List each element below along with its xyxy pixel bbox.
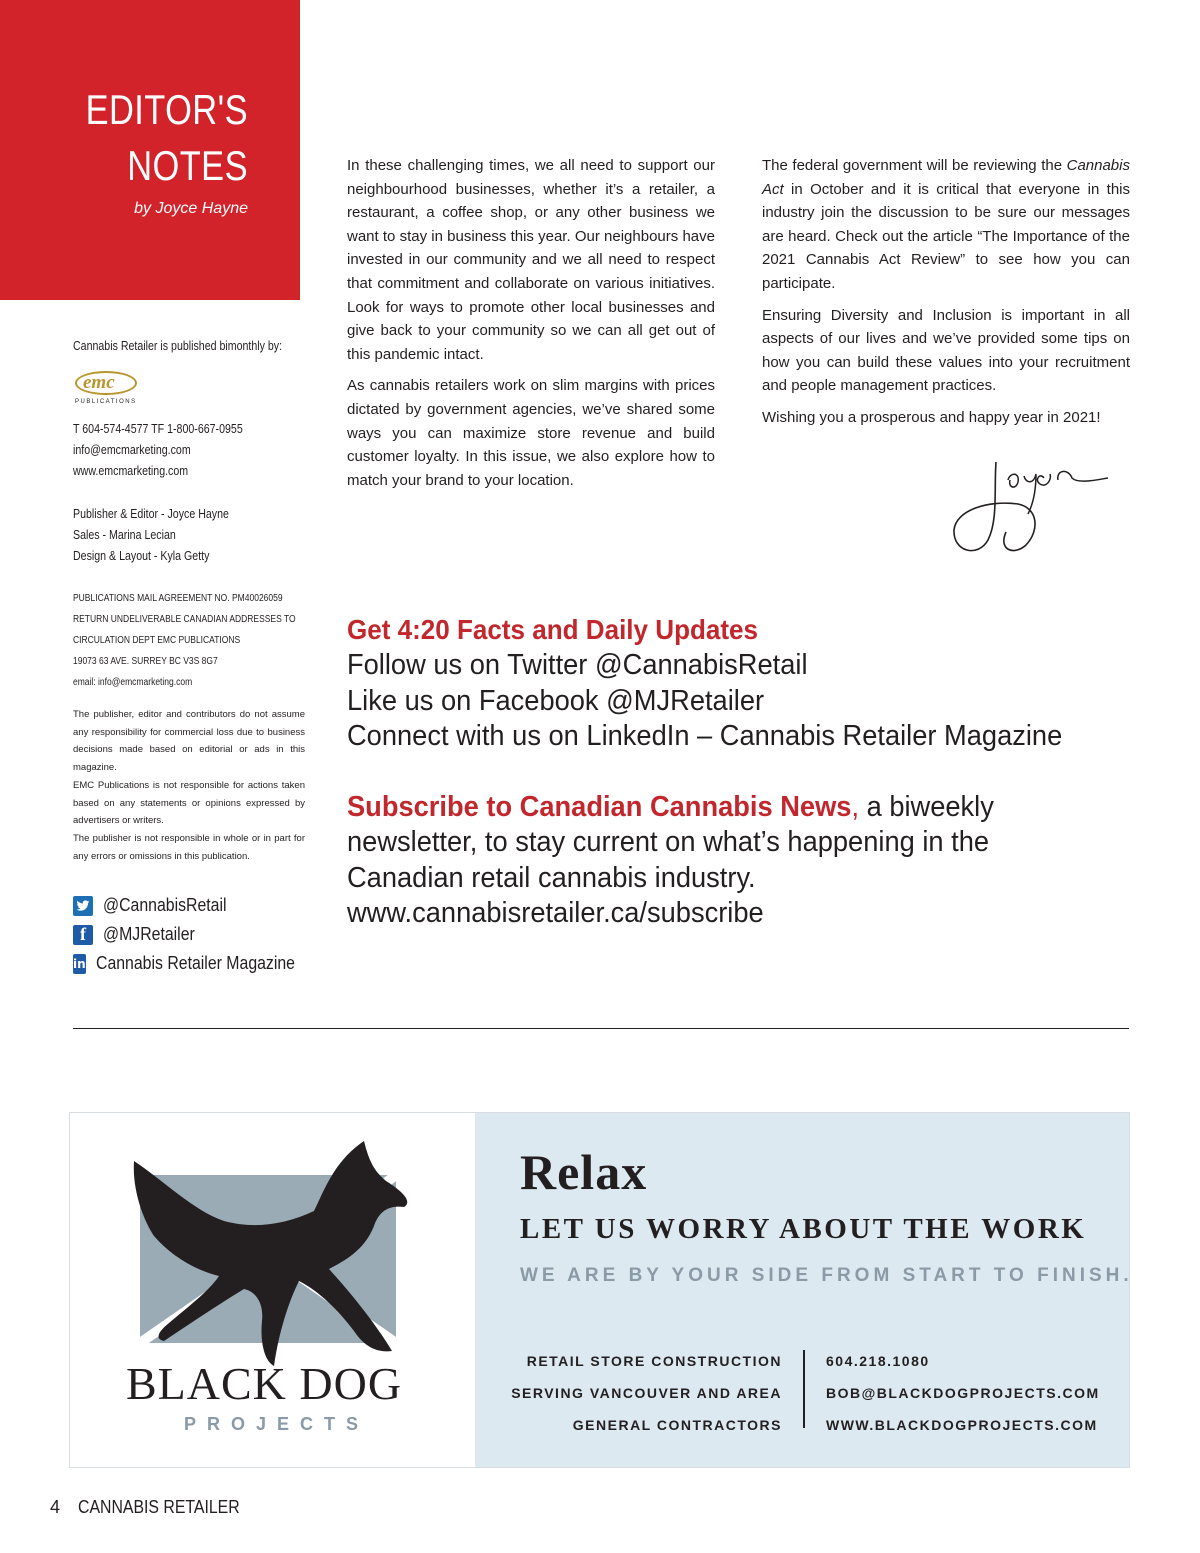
black-dog-advertisement[interactable] <box>69 1112 1133 1468</box>
disclaimer-para: The publisher, editor and contributors do not assume any responsibility for commercial loss due to business decisions made based on editorial or ads in this magazine. <box>73 709 305 774</box>
page-title <box>86 82 248 194</box>
ad-contact <box>826 1345 1100 1441</box>
staff-design: Design & Layout - Kyla Getty <box>73 549 210 563</box>
title-line-2: NOTES <box>127 142 248 189</box>
article-paragraph: As cannabis retailers work on slim margins with prices dictated by government agencies, we’ve shared some ways you can maximize store revenue and build customer loyalty. In this issue, we also explore how to match your brand to your location. <box>347 377 715 489</box>
subscribe-comma: , <box>851 790 860 823</box>
contact-list <box>73 419 305 482</box>
emc-logo-sub: PUBLICATIONS <box>75 399 137 405</box>
page-footer <box>50 1497 262 1518</box>
subscribe-text: newsletter, to stay current on what’s happening in the <box>347 826 990 858</box>
black-dog-logo-icon <box>124 1141 414 1371</box>
emc-logo <box>73 371 305 409</box>
promo-heading: Get 4:20 Facts and Daily Updates <box>347 614 759 645</box>
ad-phone[interactable]: 604.218.1080 <box>826 1353 930 1369</box>
mail-agreement <box>73 588 305 693</box>
signature-image <box>948 450 1114 560</box>
editors-notes-banner <box>0 0 300 300</box>
article-paragraph <box>762 154 1130 296</box>
facebook-handle: @MJRetailer <box>103 924 195 945</box>
subscribe-text: Canadian retail cannabis industry. <box>347 861 756 894</box>
title-line-1: EDITOR'S <box>85 86 248 133</box>
facebook-icon: f <box>73 925 93 945</box>
emc-logo-text: emc <box>83 372 115 393</box>
social-links <box>73 891 305 978</box>
ad-logo-panel <box>70 1113 475 1467</box>
ad-service: RETAIL STORE CONSTRUCTION <box>526 1353 782 1369</box>
published-by-text: Cannabis Retailer is published bimonthly by: <box>73 339 283 353</box>
ad-subtagline: WE ARE BY YOUR SIDE FROM START TO FINISH. <box>520 1265 1133 1286</box>
staff-list <box>73 504 305 567</box>
article-paragraph: Wishing you a prosperous and happy year in 2021! <box>762 408 1101 426</box>
disclaimer-para: EMC Publications is not responsible for actions taken based on any statements or opinions expressed by advertisers or writers. <box>73 779 305 827</box>
article-paragraph: In these challenging times, we all need to support our neighbourhood businesses, whether it’s a retailer, a restaurant, a coffee shop, or any other business we want to stay in business this year. Our neighbours have invested in our community and we all need to respect that commitment and collaborate on various initiatives. Look for ways to promote other local businesses and give back to your community so we can all get out of this pandemic intact. <box>347 157 715 363</box>
staff-publisher: Publisher & Editor - Joyce Hayne <box>73 507 229 521</box>
social-facebook[interactable] <box>73 920 305 949</box>
mail-line: CIRCULATION DEPT EMC PUBLICATIONS <box>73 635 241 646</box>
article-column-1 <box>347 154 715 500</box>
ad-website[interactable]: WWW.BLACKDOGPROJECTS.COM <box>826 1417 1098 1433</box>
byline: by Joyce Hayne <box>134 200 248 217</box>
contact-phone: T 604-574-4577 TF 1-800-667-0955 <box>73 422 243 436</box>
ad-services <box>511 1345 782 1441</box>
ad-brand-name: BLACK DOG <box>126 1358 403 1409</box>
social-linkedin[interactable] <box>73 949 305 978</box>
promo-twitter-line[interactable]: Follow us on Twitter @CannabisRetail <box>347 649 808 681</box>
twitter-icon <box>73 896 93 916</box>
article-paragraph: Ensuring Diversity and Inclusion is important in all aspects of our lives and we’ve provided some tips on how you can build these values into your recruitment and people management practices. <box>762 306 1130 395</box>
ad-service: SERVING VANCOUVER AND AREA <box>511 1385 782 1401</box>
ad-email[interactable]: BOB@BLACKDOGPROJECTS.COM <box>826 1385 1100 1401</box>
social-twitter[interactable] <box>73 891 305 920</box>
text-run: The federal government will be reviewing the <box>762 157 1067 174</box>
section-divider <box>73 1028 1129 1029</box>
linkedin-handle: Cannabis Retailer Magazine <box>95 953 295 974</box>
magazine-name: CANNABIS RETAILER <box>78 1497 240 1517</box>
contact-email[interactable]: info@emcmarketing.com <box>73 443 191 457</box>
ad-headline: Relax <box>520 1144 648 1200</box>
subscribe-link[interactable]: www.cannabisretailer.ca/subscribe <box>347 897 764 929</box>
contact-website[interactable]: www.emcmarketing.com <box>73 464 189 478</box>
page-number: 4 <box>50 1497 61 1517</box>
cannabis-act-italic: Cannabis Act <box>762 157 1130 198</box>
masthead-sidebar <box>73 336 305 978</box>
ad-brand-sub: PROJECTS <box>184 1414 370 1434</box>
ad-tagline: LET US WORRY ABOUT THE WORK <box>520 1213 1087 1245</box>
disclaimer-para: The publisher is not responsible in whole or in part for any errors or omissions in this publication. <box>73 832 305 862</box>
promo-block <box>347 612 1147 932</box>
ad-divider <box>803 1350 805 1428</box>
subscribe-text: a biweekly <box>859 790 994 823</box>
mail-line: email: info@emcmarketing.com <box>73 677 193 688</box>
published-by <box>73 336 305 357</box>
subscribe-line <box>347 790 1099 826</box>
text-run: in October and it is critical that everyone in this industry join the discussion to be sure our messages are heard. Check out the article “The Importance of the 2021 Cannabis Act Review” to see how you can participate. <box>762 180 1130 292</box>
ad-text-panel <box>475 1113 1133 1467</box>
mail-line: PUBLICATIONS MAIL AGREEMENT NO. PM40026059 <box>73 593 283 604</box>
mail-line: RETURN UNDELIVERABLE CANADIAN ADDRESSES TO <box>73 614 296 625</box>
promo-facebook-line[interactable]: Like us on Facebook @MJRetailer <box>347 684 765 717</box>
mail-line: 19073 63 AVE. SURREY BC V3S 8G7 <box>73 656 218 667</box>
staff-sales: Sales - Marina Lecian <box>73 528 176 542</box>
ad-service: GENERAL CONTRACTORS <box>572 1417 782 1433</box>
subscribe-heading: Subscribe to Canadian Cannabis News <box>347 790 852 823</box>
twitter-handle: @CannabisRetail <box>103 895 227 916</box>
linkedin-icon: in <box>73 954 86 974</box>
promo-linkedin-line[interactable]: Connect with us on LinkedIn – Cannabis Retailer Magazine <box>347 720 1063 752</box>
article-column-2 <box>762 154 1130 438</box>
disclaimer <box>73 706 305 865</box>
